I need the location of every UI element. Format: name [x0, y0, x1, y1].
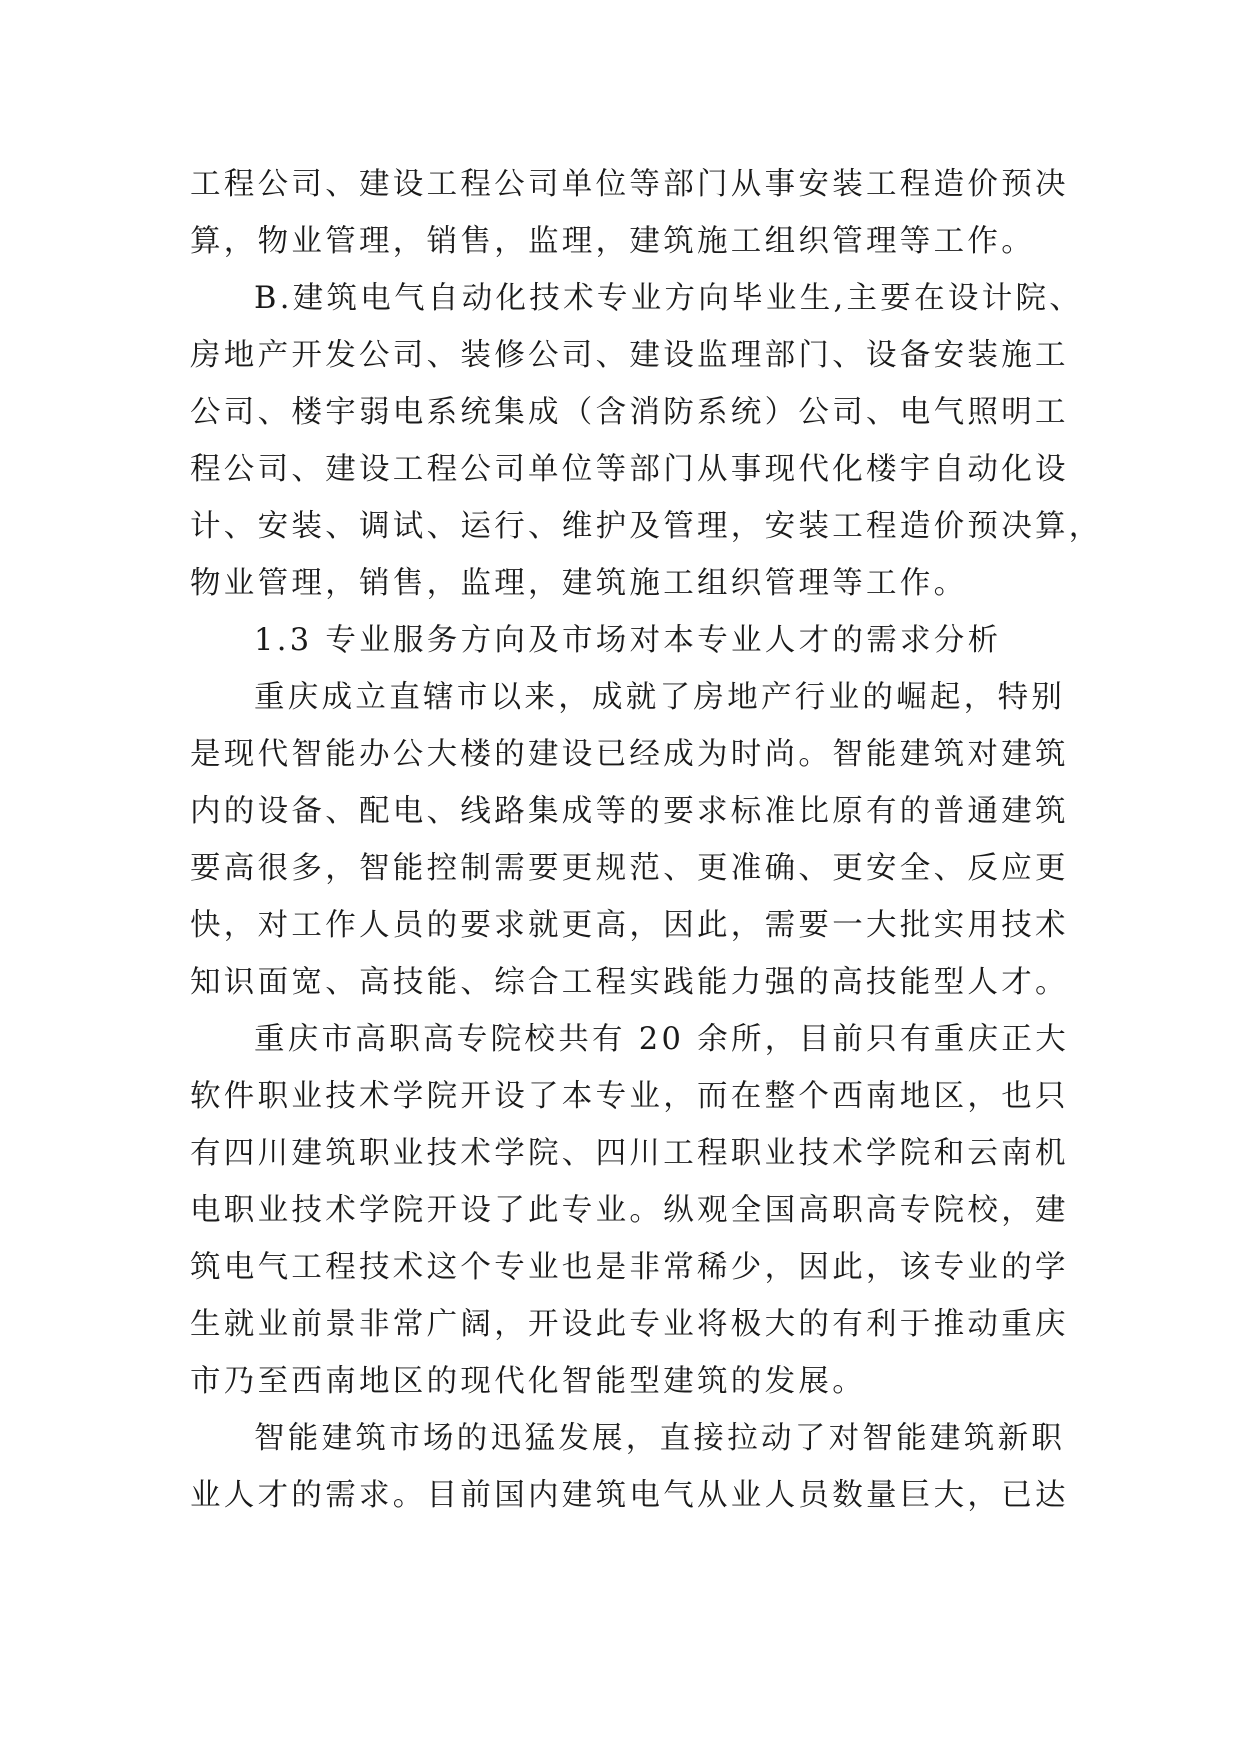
text-line: 重庆成立直辖市以来，成就了房地产行业的崛起，特别	[254, 680, 1066, 715]
text-line: 要高很多，智能控制需要更规范、更准确、更安全、反应更	[190, 851, 1069, 886]
text-line: 程公司、建设工程公司单位等部门从事现代化楼宇自动化设	[190, 452, 1069, 487]
text-line: 业人才的需求。目前国内建筑电气从业人员数量巨大，已达	[190, 1478, 1069, 1513]
text-line: 算，物业管理，销售，监理，建筑施工组织管理等工作。	[190, 224, 1035, 259]
text-line: 是现代智能办公大楼的建设已经成为时尚。智能建筑对建筑	[190, 737, 1069, 772]
text-line: 重庆市高职高专院校共有 20 余所，目前只有重庆正大	[254, 1022, 1069, 1057]
section-heading: 1.3 专业服务方向及市场对本专业人才的需求分析	[254, 623, 1002, 658]
text-line: 知识面宽、高技能、综合工程实践能力强的高技能型人才。	[190, 965, 1069, 1000]
text-line: 有四川建筑职业技术学院、四川工程职业技术学院和云南机	[190, 1136, 1069, 1171]
text-line: 计、安装、调试、运行、维护及管理，安装工程造价预决算，	[190, 509, 1103, 544]
text-line: 快，对工作人员的要求就更高，因此，需要一大批实用技术	[190, 908, 1069, 943]
text-line: 工程公司、建设工程公司单位等部门从事安装工程造价预决	[190, 167, 1069, 202]
text-line: 电职业技术学院开设了此专业。纵观全国高职高专院校，建	[190, 1193, 1069, 1228]
text-line: 智能建筑市场的迅猛发展，直接拉动了对智能建筑新职	[254, 1421, 1066, 1456]
text-line: 软件职业技术学院开设了本专业，而在整个西南地区，也只	[190, 1079, 1069, 1114]
text-line: 公司、楼宇弱电系统集成（含消防系统）公司、电气照明工	[190, 395, 1069, 430]
text-line: 内的设备、配电、线路集成等的要求标准比原有的普通建筑	[190, 794, 1069, 829]
text-line: 筑电气工程技术这个专业也是非常稀少，因此，该专业的学	[190, 1250, 1069, 1285]
text-line: 生就业前景非常广阔，开设此专业将极大的有利于推动重庆	[190, 1307, 1069, 1342]
text-line: B.建筑电气自动化技术专业方向毕业生,主要在设计院、	[254, 281, 1084, 316]
text-line: 物业管理，销售，监理，建筑施工组织管理等工作。	[190, 566, 968, 601]
text-line: 房地产开发公司、装修公司、建设监理部门、设备安装施工	[190, 338, 1069, 373]
text-line: 市乃至西南地区的现代化智能型建筑的发展。	[190, 1364, 866, 1399]
